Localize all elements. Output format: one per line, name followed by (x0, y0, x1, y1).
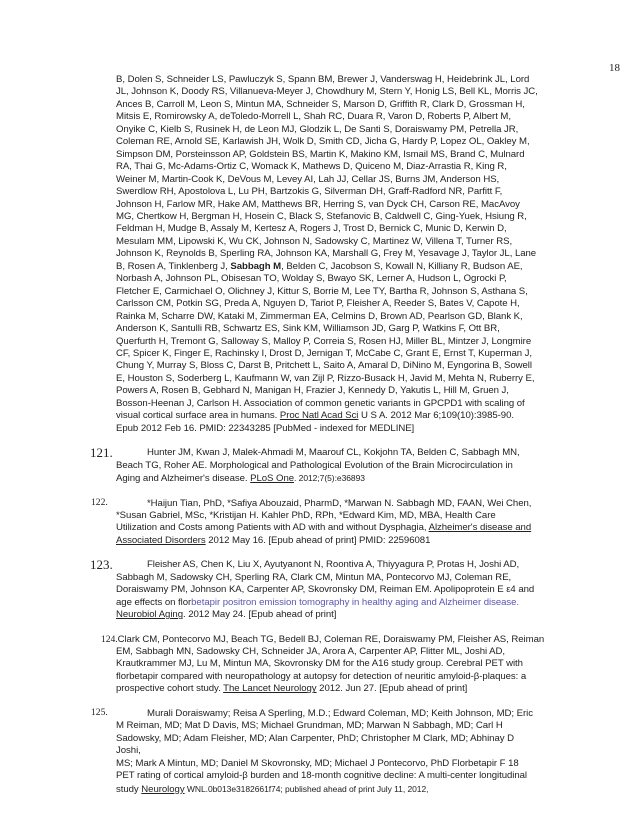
reference-122-body: *Haijun Tian, PhD, *Safiya Abouzaid, PharmD, *Marwan N. Sabbagh MD, FAAN, Wei Chen, *Susan Gabriel, MSc, *Kristijan H. Kahler PhD, RPh, *Edward Kim, MD, MBA, Health Care Utilization and Costs among Patients with AD with and without Dysphagia, (116, 497, 532, 534)
reference-125-body: Murali Doraiswamy; Reisa A Sperling, M.D.; Edward Coleman, MD; Keith Johnson, MD; Eric M Reiman, MD; Mat D Davis, MS; Michael Grundman, MD; Marwan N Sabbagh, MD; Carl H Sadowsky, MD; Adam Fleisher, MD; Alan Carpenter, PhD; Christopher M Clark, MD; Abhinay D Joshi, MS; Mark A Mintun, MD; Daniel M Skovronsky, MD; Michael J Pontecorvo, PhD Florbetapir F 18 PET rating of cortical amyloid-β burden and 18-month cognitive decline: A multi-center longitudinal study (116, 707, 533, 795)
reference-124-journal-link[interactable]: The Lancet Neurology (223, 683, 317, 695)
reference-122-tail: 2012 May 16. [Epub ahead of print] PMID: 22596081 (205, 534, 431, 546)
reference-list (88, 74, 588, 796)
reference-120-authors-part1: B, Dolen S, Schneider LS, Pawluczyk S, Spann BM, Brewer J, Vanderswag H, Heidebrink JL, Lord JL, Johnson K, Doody RS, Villanueva-Meyer J, Chowdhury M, Stern Y, Honig LS, Bell KL, Morris JC, Ances B, Carroll M, Leon S, Mintun MA, Schneider S, Marson D, Griffith R, Clark D, Grossman H, Mitsis E, Romirowsky A, deToledo-Morrell L, Shah RC, Duara R, Varon D, Roberts P, Albert M, Onyike C, Kielb S, Rusinek H, de Leon MJ, Glodzik L, De Santi S, Doraiswamy PM, Petrella JR, Coleman RE, Arnold SE, Karlawish JH, Wolk D, Smith CD, Jicha G, Hardy P, Lopez OL, Oakley M, Simpson DM, Porsteinsson AP, Goldstein BS, Martin K, Makino KM, Ismail MS, Brand C, Mulnard RA, Thai G, Mc-Adams-Ortiz C, Womack K, Mathews D, Quiceno M, Diaz-Arrastia R, King R, Weiner M, Martin-Cook K, DeVous M, Levey AI, Lah JJ, Cellar JS, Burns JM, Anderson HS, Swerdlow RH, Apostolova L, Lu PH, Bartzokis G, Silverman DH, Graff-Radford NR, Parfitt F, Johnson H, Farlow MR, Hake AM, Matthews BR, Herring S, van Dyck CH, Carson RE, MacAvoy MG, Chertkow H, Bergman H, Hosein C, Black S, Stefanovic B, Caldwell C, Ging-Yuek, Hsiung R, Feldman H, Mudge B, Assaly M, Kertesz A, Rogers J, Trost D, Bernick C, Munic D, Kerwin D, Mesulam MM, Lipowski K, Wu CK, Johnson N, Sadowsky C, Martinez W, Villena T, Turner RS, Johnson K, Reynolds B, Sperling RA, Johnson KA, Marshall G, Frey M, Yesavage J, Taylor JL, Lane B, Rosen A, Tinklenberg J, (116, 74, 538, 272)
reference-121 (88, 447, 588, 485)
reference-122-journal-link[interactable]: Alzheimer's disease and Associated Disorders (116, 522, 532, 546)
reference-123-journal-link[interactable]: Neurobiol Aging (116, 609, 183, 621)
reference-123-title-highlight: betapir positron emission tomography in healthy aging and Alzheimer disease. (191, 596, 520, 608)
reference-121-journal-link[interactable]: PLoS One (250, 473, 295, 485)
reference-121-tail: . 2012;7(5):e36893 (294, 473, 365, 484)
reference-120-text (88, 74, 588, 435)
reference-120-journal-link[interactable]: Proc Natl Acad Sci (279, 410, 359, 422)
reference-121-body: Hunter JM, Kwan J, Malek-Ahmadi M, Maarouf CL, Kokjohn TA, Belden C, Sabbagh MN, Beach TG, Roher AE. Morphological and Pathological Evolution of the Brain Microcirculation in Aging and Alzheimer's disease. (116, 447, 520, 485)
reference-124-number: 124. (101, 633, 118, 645)
reference-123 (88, 559, 588, 621)
reference-125 (88, 708, 588, 796)
reference-123-tail: . 2012 May 24. [Epub ahead of print] (183, 609, 337, 621)
reference-120-tail: U S A. 2012 Mar 6;109(10):3985-90. Epub 2012 Feb 16. PMID: 22343285 [PubMed - indexed for MEDLINE] (116, 410, 514, 434)
reference-121-number: 121. (90, 445, 113, 461)
reference-124-body: Clark CM, Pontecorvo MJ, Beach TG, Bedell BJ, Coleman RE, Doraiswamy PM, Fleisher AS, Reiman EM, Sabbagh MN, Sadowsky CH, Schneider JA, Arora A, Carpenter AP, Flitter ML, Joshi AD, Krautkrammer MJ, Lu M, Mintun MA, Skovronsky DM for the A16 study group. Cerebral PET with florbetapir compared with neuropathology at autopsy for detection of neuritic amyloid-β-plaques: a prospective cohort study. (116, 633, 545, 695)
reference-125-tail: WNL.0b013e3182661f74; published ahead of print July 11, 2012, (184, 783, 429, 794)
reference-122-number: 122. (91, 496, 108, 508)
reference-124-text (88, 634, 588, 696)
reference-123-body: Fleisher AS, Chen K, Liu X, Ayutyanont N, Roontiva A, Thiyyagura P, Protas H, Joshi AD, Sabbagh M, Sadowsky CH, Sperling RA, Clark CM, Mintun MA, Pontecorvo MJ, Coleman RE, Doraiswamy PM, Johnson KA, Carpenter AP, Skovronsky DM, Reiman EM. Apolipoprotein E ε4 and age effects on flor (116, 559, 535, 608)
reference-122 (88, 498, 588, 548)
reference-125-text (88, 708, 588, 796)
reference-124 (88, 634, 588, 696)
reference-124-tail: 2012. Jun 27. [Epub ahead of print] (316, 683, 468, 695)
reference-125-number: 125. (91, 706, 108, 718)
reference-120 (88, 74, 588, 435)
reference-120-authors-part2: , Belden C, Jacobson S, Kowall N, Killiany R, Budson AE, Norbash A, Johnson PL, Obisesan TO, Wolday S, Bwayo SK, Lerner A, Hudson L, Ogrocki P, Fletcher E, Carmichael O, Olichney J, Kittur S, Borrie M, Lee TY, Bartha R, Johnson S, Asthana S, Carlsson CM, Potkin SG, Preda A, Nguyen D, Tariot P, Fleisher A, Reeder S, Bates V, Capote H, Rainka M, Scharre DW, Kataki M, Zimmerman EA, Celmins D, Brown AD, Pearlson GD, Blank K, Anderson K, Santulli RB, Schwartz ES, Sink KM, Williamson JD, Garg P, Watkins F, Ott BR, Querfurth H, Tremont G, Salloway S, Malloy P, Correia S, Rosen HJ, Miller BL, Mintzer J, Longmire CF, Spicer K, Finger E, Rachinsky I, Drost D, Jernigan T, McCabe C, Grant E, Ernst T, Kuperman J, Chung Y, Murray S, Bloss C, Darst B, Pritchett L, Saito A, Amaral D, DiNino M, Eyngorina B, Sowell E, Houston S, Soderberg L, Kaufmann W, van Zijl P, Rizzo-Busack H, Javid M, Mehta N, Ruberry E, Powers A, Rosen B, Gebhard N, Manigan H, Frazier J, Kennedy D, Yakutis L, Hill M, Gruen J, Bosson-Heenan J, Carlson H. Association of common genetic variants in GPCPD1 with scaling of visual cortical surface area in humans. (116, 260, 535, 422)
page-number: 18 (609, 62, 620, 74)
reference-123-text (88, 559, 588, 621)
reference-120-highlighted-author: Sabbagh M (230, 260, 282, 272)
reference-121-text (88, 447, 588, 485)
reference-123-number: 123. (90, 557, 113, 573)
reference-122-text (88, 498, 588, 548)
reference-125-journal-link[interactable]: Neurology (141, 783, 185, 795)
